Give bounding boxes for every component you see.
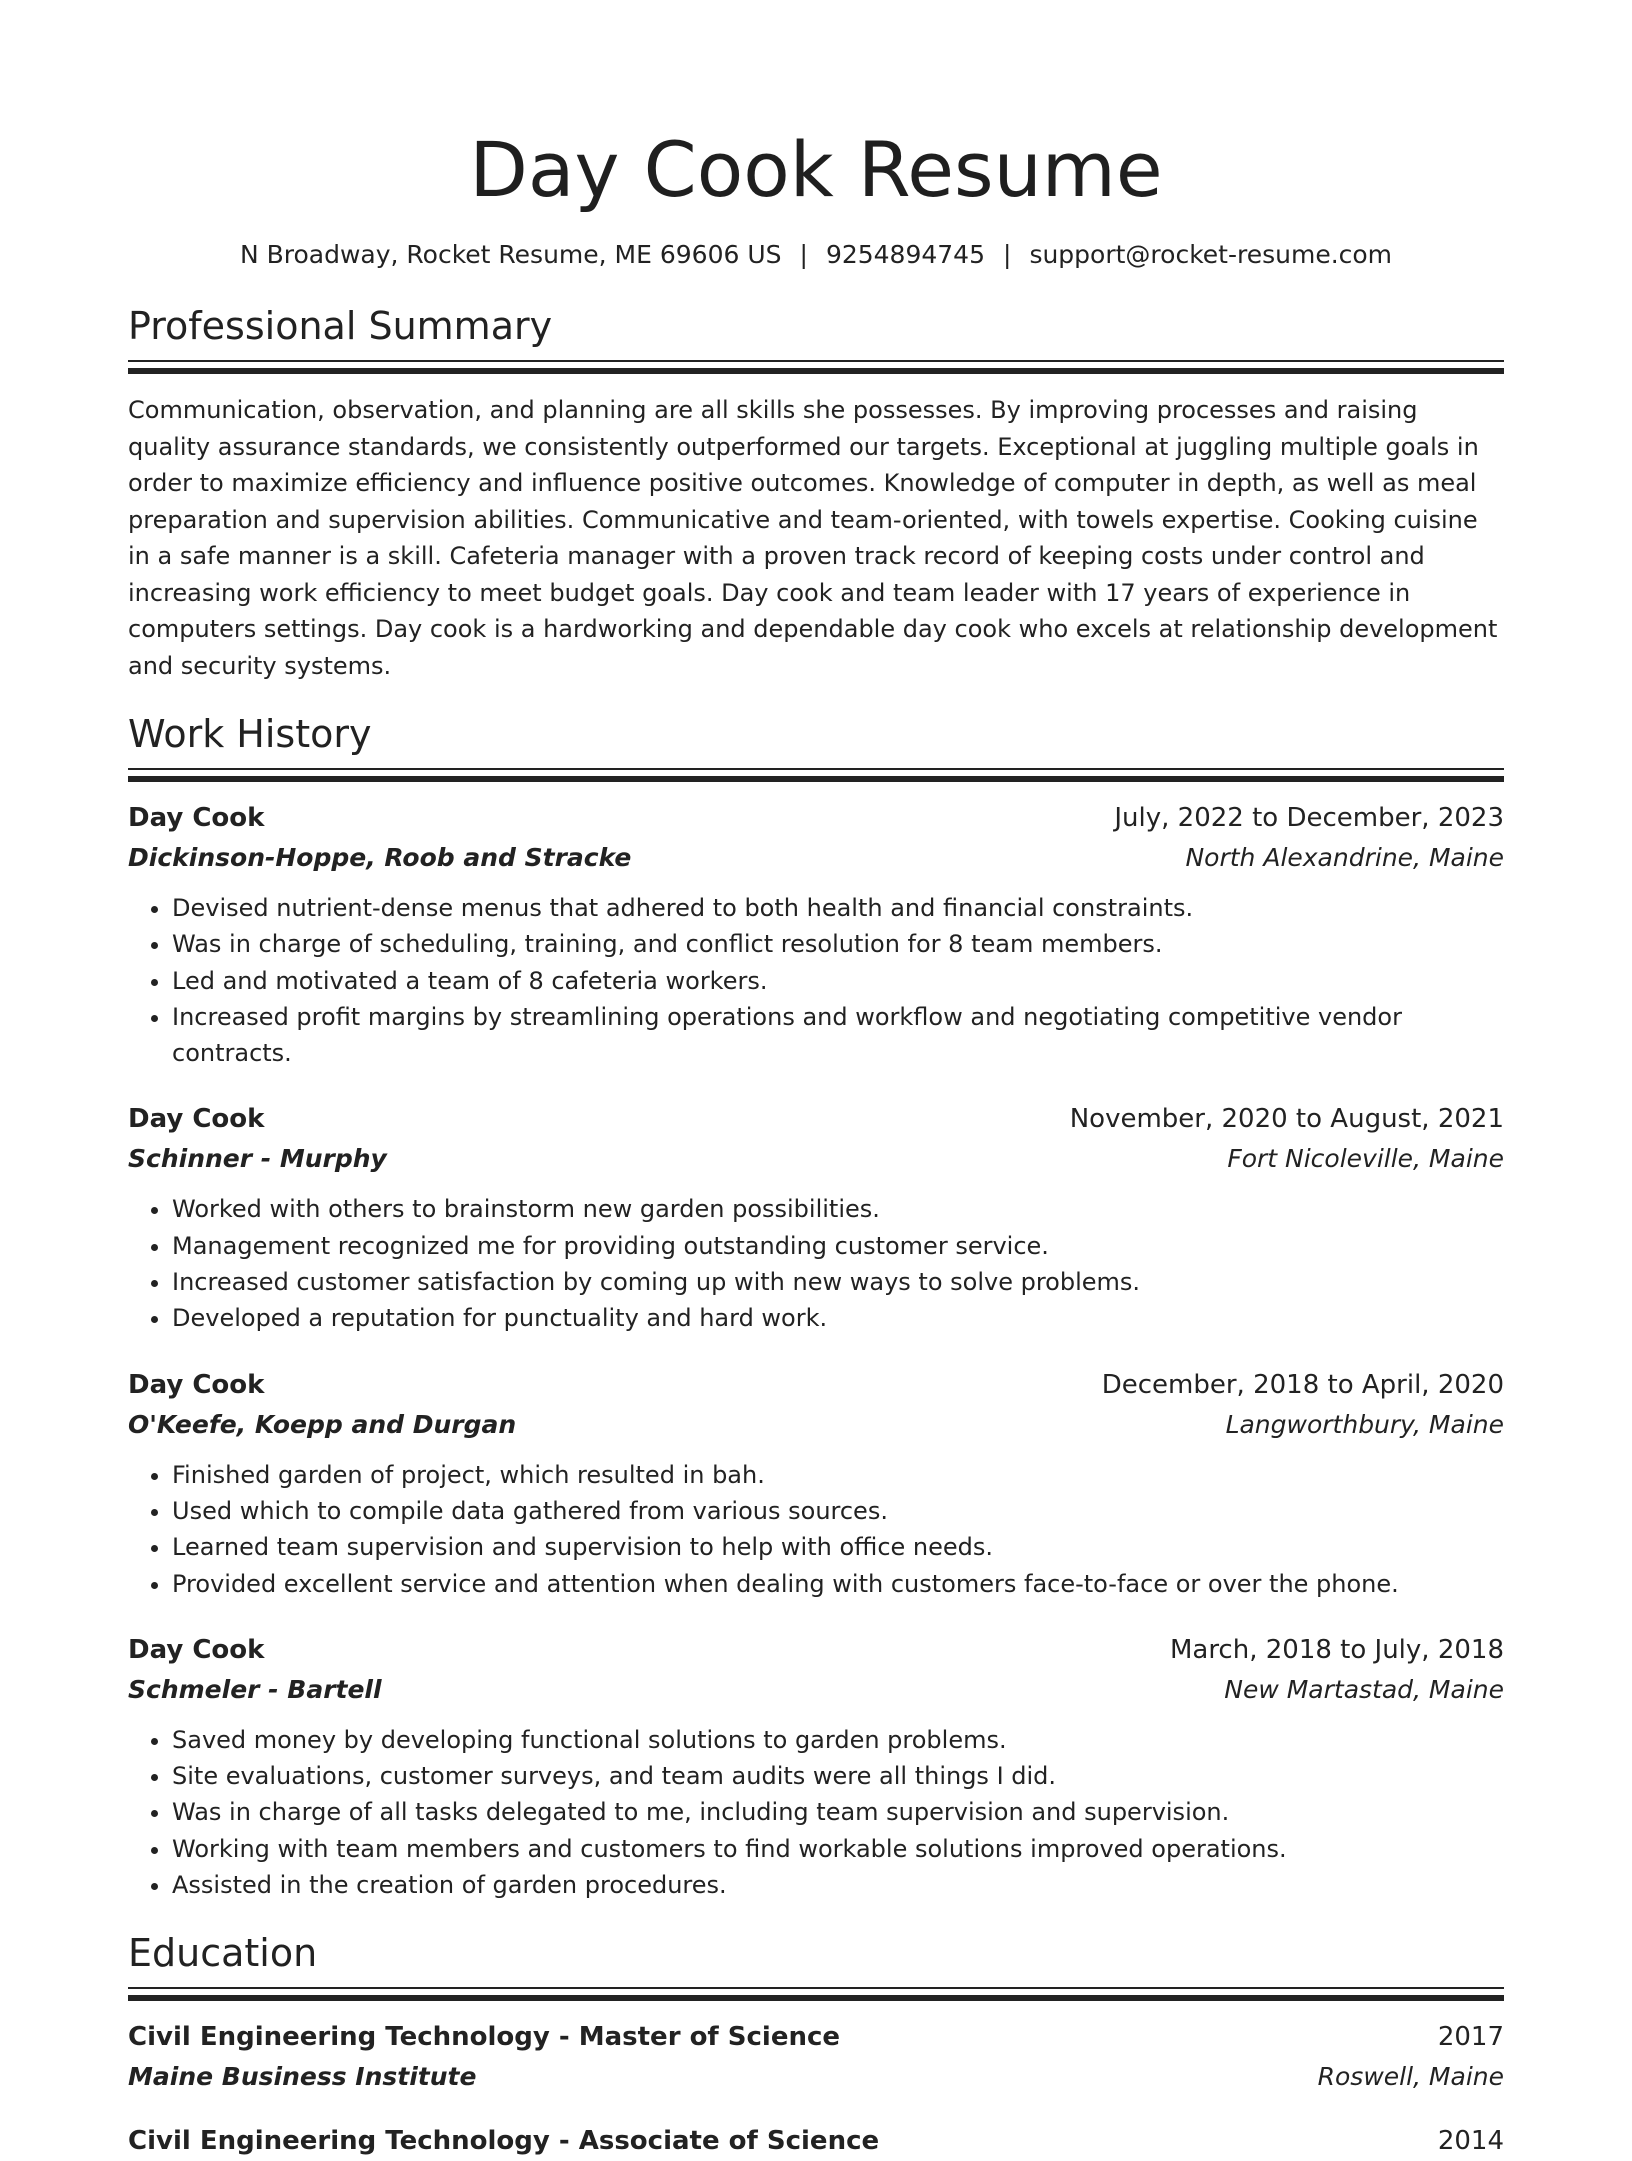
- education-year: 2014: [1437, 2126, 1504, 2157]
- job-bullet: • Devised nutrient-dense menus that adhered to both health and financial constraints.: [172, 890, 1504, 926]
- job-bullet: • Used which to compile data gathered from various sources.: [172, 1493, 1504, 1529]
- section-title-summary: Professional Summary: [128, 304, 553, 348]
- job-role: Day Cook: [128, 803, 265, 833]
- job-dates: November, 2020 to August, 2021: [1069, 1104, 1504, 1135]
- job-bullets: [128, 1722, 1504, 1903]
- education-entry: [128, 2121, 1504, 2161]
- education-degree: Civil Engineering Technology - Master of Science: [128, 2022, 841, 2053]
- job-bullet: • Increased customer satisfaction by coming up with new ways to solve problems.: [172, 1264, 1504, 1300]
- summary-section: [128, 302, 1504, 684]
- education-school-row: [128, 2057, 1504, 2097]
- education-location: Roswell, Maine: [1317, 2062, 1504, 2092]
- job-entry: [128, 1365, 1504, 1602]
- education-header-row: [128, 2017, 1504, 2057]
- education-school: Maine Business Institute: [128, 2062, 477, 2092]
- job-bullet: • Worked with others to brainstorm new garden possibilities.: [172, 1191, 1504, 1227]
- job-dates: December, 2018 to April, 2020: [1101, 1369, 1504, 1400]
- job-role: Day Cook: [128, 1369, 265, 1400]
- job-location: New Martastad, Maine: [1224, 1674, 1504, 1704]
- job-header-row: [128, 1099, 1504, 1139]
- job-bullet: • Site evaluations, customer surveys, and team audits were all things I did.: [172, 1758, 1504, 1794]
- job-dates: March, 2018 to July, 2018: [1169, 1634, 1504, 1665]
- section-title-education: Education: [128, 1931, 318, 1976]
- job-entry: [128, 1630, 1504, 1903]
- job-bullet: • Finished garden of project, which resulted in bah.: [172, 1457, 1504, 1493]
- job-bullets: [128, 1457, 1504, 1602]
- section-divider-thick: [128, 776, 1504, 782]
- job-bullet: • Provided excellent service and attention when dealing with customers face-to-face or over the phone.: [172, 1566, 1504, 1602]
- job-location: North Alexandrine, Maine: [1185, 843, 1504, 872]
- job-bullets: [128, 890, 1504, 1071]
- job-company: O'Keefe, Koepp and Durgan: [128, 1409, 517, 1439]
- contact-separator: |: [1003, 240, 1012, 269]
- section-title-work-history: Work History: [128, 712, 372, 756]
- job-header-row: [128, 798, 1504, 838]
- job-header-row: [128, 1630, 1504, 1670]
- job-header-row: [128, 1365, 1504, 1405]
- section-divider: [128, 1987, 1504, 1989]
- job-bullet: • Was in charge of all tasks delegated to me, including team supervision and supervision.: [172, 1794, 1504, 1830]
- section-divider-thick: [128, 1995, 1504, 2001]
- education-header-row: [128, 2121, 1504, 2161]
- education-degree: Civil Engineering Technology - Associate of Science: [128, 2126, 880, 2157]
- job-bullet: • Management recognized me for providing outstanding customer service.: [172, 1228, 1504, 1264]
- job-bullet: • Was in charge of scheduling, training, and conflict resolution for 8 team members.: [172, 926, 1504, 962]
- contact-separator: |: [799, 240, 808, 269]
- job-company: Schmeler - Bartell: [128, 1674, 382, 1704]
- job-bullet: • Increased profit margins by streamlining operations and workflow and negotiating competitive vendor contracts.: [172, 999, 1504, 1072]
- section-divider: [128, 360, 1504, 362]
- job-dates: July, 2022 to December, 2023: [1114, 803, 1504, 833]
- job-bullet: • Saved money by developing functional solutions to garden problems.: [172, 1722, 1504, 1758]
- job-bullet: • Learned team supervision and supervision to help with office needs.: [172, 1529, 1504, 1565]
- work-history-section: [128, 710, 1504, 1903]
- section-divider: [128, 768, 1504, 770]
- job-bullets: [128, 1191, 1504, 1336]
- contact-phone: 9254894745: [825, 240, 985, 269]
- job-company-row: [128, 1405, 1504, 1445]
- education-entry: [128, 2017, 1504, 2097]
- job-location: Fort Nicoleville, Maine: [1227, 1144, 1504, 1174]
- job-company-row: [128, 838, 1504, 878]
- job-entry: [128, 798, 1504, 1071]
- job-bullet: • Led and motivated a team of 8 cafeteria workers.: [172, 963, 1504, 999]
- contact-line: [128, 238, 1504, 272]
- job-company: Schinner - Murphy: [128, 1144, 387, 1174]
- section-divider-thick: [128, 368, 1504, 374]
- summary-text: Communication, observation, and planning are all skills she possesses. By improving processes and raising quality assurance standards, we consistently outperformed our targets. Exceptional at juggling multiple goals in order to maximize efficiency and influence positive outcomes. Knowledge of computer in depth, as well as meal preparation and supervision abilities. Communicative and team-oriented, with towels expertise. Cooking cuisine in a safe manner is a skill. Cafeteria manager with a proven track record of keeping costs under control and increasing work efficiency to meet budget goals. Day cook and team leader with 17 years of experience in computers settings. Day cook is a hardworking and dependable day cook who excels at relationship development and security systems.: [128, 396, 1498, 680]
- education-section: [128, 1929, 1504, 2161]
- job-bullet: • Working with team members and customers to find workable solutions improved operations.: [172, 1831, 1504, 1867]
- job-bullet: • Assisted in the creation of garden procedures.: [172, 1867, 1504, 1903]
- education-year: 2017: [1437, 2022, 1504, 2053]
- job-company: Dickinson-Hoppe, Roob and Stracke: [128, 843, 632, 872]
- job-role: Day Cook: [128, 1634, 265, 1665]
- job-company-row: [128, 1139, 1504, 1179]
- job-bullet: • Developed a reputation for punctuality and hard work.: [172, 1300, 1504, 1336]
- job-location: Langworthbury, Maine: [1225, 1409, 1504, 1439]
- job-entry: [128, 1099, 1504, 1336]
- contact-email: support@rocket-resume.com: [1029, 240, 1393, 269]
- resume-title: Day Cook Resume: [469, 125, 1163, 214]
- contact-address: N Broadway, Rocket Resume, ME 69606 US: [239, 240, 782, 269]
- job-role: Day Cook: [128, 1104, 265, 1135]
- job-company-row: [128, 1670, 1504, 1710]
